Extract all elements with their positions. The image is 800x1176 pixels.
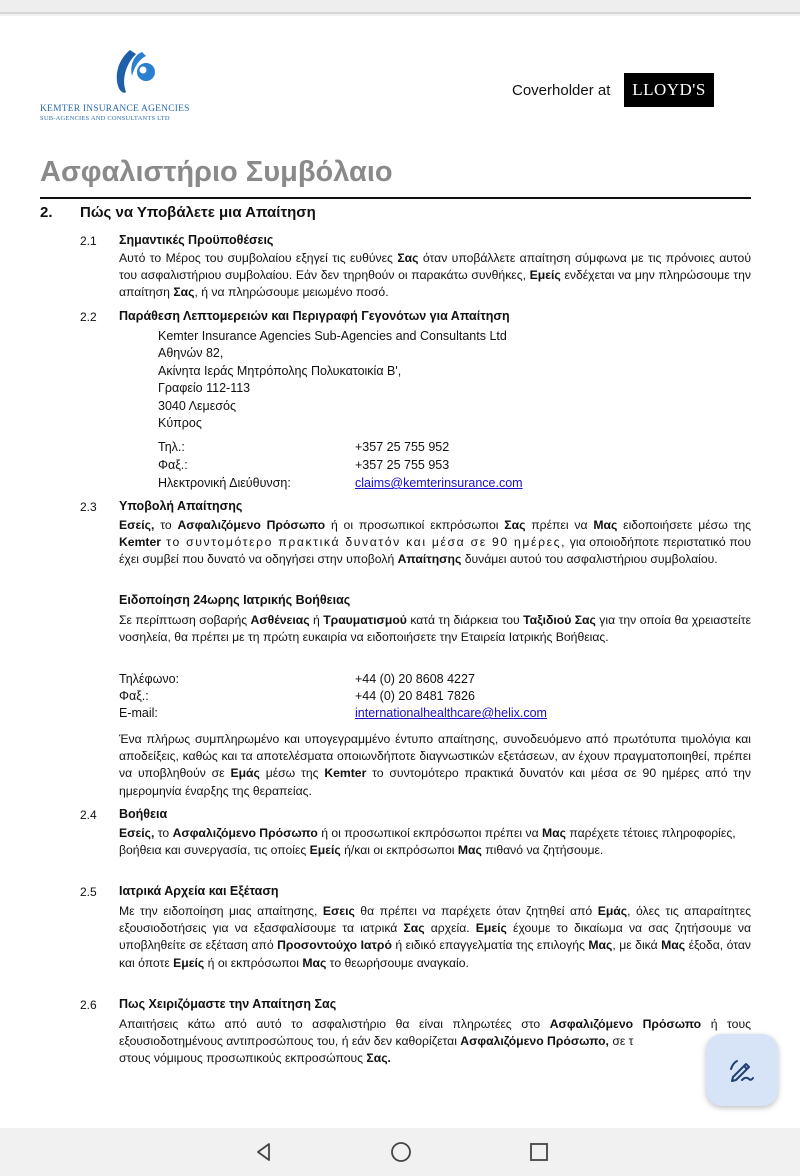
document-page[interactable]	[0, 16, 800, 1128]
recents-button[interactable]	[527, 1140, 551, 1164]
address-line: Αθηνών 82,	[158, 346, 224, 361]
tel-label: Τηλ.:	[158, 440, 185, 454]
title-divider	[40, 197, 751, 199]
email-link[interactable]: internationalhealthcare@helix.com	[355, 706, 547, 720]
lloyds-logo: LLOYD'S	[624, 73, 714, 107]
subsection-heading: Παράθεση Λεπτομερειών και Περιγραφή Γεγονότων για Απαίτηση	[119, 309, 510, 323]
subsection-heading: Βοήθεια	[119, 807, 168, 821]
subsection-heading: Σημαντικές Προϋποθέσεις	[119, 233, 274, 247]
page-title: Ασφαλιστήριο Συμβόλαιο	[40, 156, 393, 188]
home-circle-icon	[389, 1140, 413, 1164]
subsection-heading: Ιατρικά Αρχεία και Εξέταση	[119, 884, 279, 898]
edit-pen-icon	[727, 1055, 757, 1085]
recents-square-icon	[528, 1141, 550, 1163]
paragraph: Σε περίπτωση σοβαρής Ασθένειας ή Τραυματισμού κατά τη διάρκεια του Ταξιδιού Σας για την οποία θα χρειαστείτε νοσηλεία, θα πρέπει με τη πρώτη ευκαιρία να ειδοποιήσετε την Εταιρεία Ιατρικής Βοήθειας.	[119, 613, 751, 645]
fax-label: Φαξ.:	[158, 458, 188, 472]
address-line: 3040 Λεμεσός	[158, 398, 236, 413]
fax-value: +44 (0) 20 8481 7826	[355, 689, 475, 703]
subsection-heading: Πως Χειριζόμαστε την Απαίτηση Σας	[119, 997, 337, 1011]
paragraph: Ένα πλήρως συμπληρωμένο και υπογεγραμμένο έντυπο απαίτησης, συνοδευόμενο από πρωτότυπα τιμολόγια και αποδείξεις, καθώς και τα αποτελέσματα οποιωνδήποτε διαγνωστικών εξετάσεων, αν έχουν πραγματοποιηθεί, πρέπει να υποβληθούν σε Εμάς μέσω της Kemter το συντομότερο πρακτικά δυνατόν και μέσα σε 90 ημέρες από την ημερομηνία έναρξης της θεραπείας.	[119, 732, 751, 798]
tel-value: +357 25 755 952	[355, 440, 450, 454]
top-status-strip	[0, 0, 800, 14]
address-line: Ακίνητα Ιεράς Μητρόπολης Πολυκατοικία Β',	[158, 363, 402, 378]
phone-value: +44 (0) 20 8608 4227	[355, 672, 475, 686]
back-button[interactable]	[252, 1140, 276, 1164]
subheading: Ειδοποίηση 24ωρης Ιατρικής Βοήθειας	[119, 593, 351, 607]
paragraph: Αυτό το Μέρος του συμβολαίου εξηγεί τις ευθύνες Σας όταν υποβάλλετε απαίτηση σύμφωνα με τις πρόνοιες αυτού του ασφαλιστήριου συμβολαίου. Εάν δεν τηρηθούν οι παρακάτω συνθήκες, Εμείς ενδέχεται να μην πληρώσουμε την απαίτηση Σας, ή να πληρώσουμε μειωμένο ποσό.	[119, 251, 751, 300]
kemter-logo	[40, 46, 240, 126]
phone-label: Τηλέφωνο:	[119, 672, 180, 686]
paragraph: Με την ειδοποίηση μιας απαίτησης, Εσεις θα πρέπει να παρέχετε όταν ζητηθεί από Εμάς, όλες τις απαραίτητες εξουσιοδοτήσεις για να εξασφαλίσουμε τα ιατρικά Σας αρχεία. Εμείς έχουμε το δικαίωμα να σας ζητήσουμε να υποβληθείτε σε εξέταση από Προσοντούχο Ιατρό ή ειδικό επαγγελματία της επιλογής Μας, με δικά Μας έξοδα, όταν και όποτε Εμείς ή οι εκπρόσωποι Μας το θεωρήσουμε αναγκαίο.	[119, 904, 752, 970]
kemter-logo-mark-icon	[102, 46, 222, 106]
email-link[interactable]: claims@kemterinsurance.com	[355, 476, 523, 490]
subsection-number: 2.6	[80, 998, 97, 1012]
address-block	[158, 328, 507, 432]
section-number: 2.	[40, 204, 53, 221]
fax-label: Φαξ.:	[119, 689, 149, 703]
logo-company-subtitle: SUB-AGENCIES AND CONSULTANTS LTD	[40, 115, 170, 122]
subsection-number: 2.2	[80, 310, 97, 324]
email-label: Ηλεκτρονική Διεύθυνση:	[158, 476, 291, 490]
subsection-number: 2.3	[80, 500, 97, 514]
address-line: Γραφείο 112-113	[158, 381, 251, 396]
paragraph: Εσείς, το Ασφαλιζόμενο Πρόσωπο ή οι προσωπικοί εκπρόσωποι Σας πρέπει να Μας ειδοποιήσετε μέσω της Kemter το συντομότερο πρακτικά δυνατόν και μέσα σε 90 ημέρες, για οποιοδήποτε περιστατικό που έχει συμβεί που δυνατό να οδηγήσει στην υποβολή Απαίτησης δυνάμει αυτού του ασφαλιστήριου συμβολαίου.	[119, 518, 751, 567]
email-label: E-mail:	[119, 706, 158, 720]
subsection-number: 2.1	[80, 234, 97, 248]
address-line: Κύπρος	[158, 416, 202, 431]
paragraph: Απαιτήσεις κάτω από αυτό το ασφαλιστήριο θα είναι πληρωτέες στο Ασφαλιζόμενο Πρόσωπο ή τους εξουσιοδοτημένους αντιπροσώπους του, ή εάν δεν καθορίζεται Ασφαλιζόμενο Πρόσωπο, σε τ στους νόμιμους προσωπικούς εκπροσώπους Σας.	[119, 1017, 752, 1066]
subsection-number: 2.4	[80, 808, 97, 822]
paragraph: Εσείς, το Ασφαλιζόμενο Πρόσωπο ή οι προσωπικοί εκπρόσωποι πρέπει να Μας παρέχετε τέτοιες πληροφορίες, βοήθεια και συνεργασία, τις οποίες Εμείς ή/και οι εκπρόσωποι Μας πιθανό να ζητήσουμε.	[119, 826, 736, 858]
section-title: Πώς να Υποβάλετε μια Απαίτηση	[80, 204, 316, 221]
fax-value: +357 25 755 953	[355, 458, 450, 472]
subsection-heading: Υποβολή Απαίτησης	[119, 499, 243, 513]
home-button[interactable]	[389, 1140, 413, 1164]
edit-fab-button[interactable]	[706, 1034, 778, 1106]
address-line: Kemter Insurance Agencies Sub-Agencies and Consultants Ltd	[158, 329, 507, 343]
coverholder-label: Coverholder at	[512, 82, 611, 99]
back-triangle-icon	[253, 1141, 275, 1163]
logo-company-name: KEMTER INSURANCE AGENCIES	[40, 104, 190, 114]
system-navigation-bar	[0, 1128, 800, 1176]
subsection-number: 2.5	[80, 885, 97, 899]
